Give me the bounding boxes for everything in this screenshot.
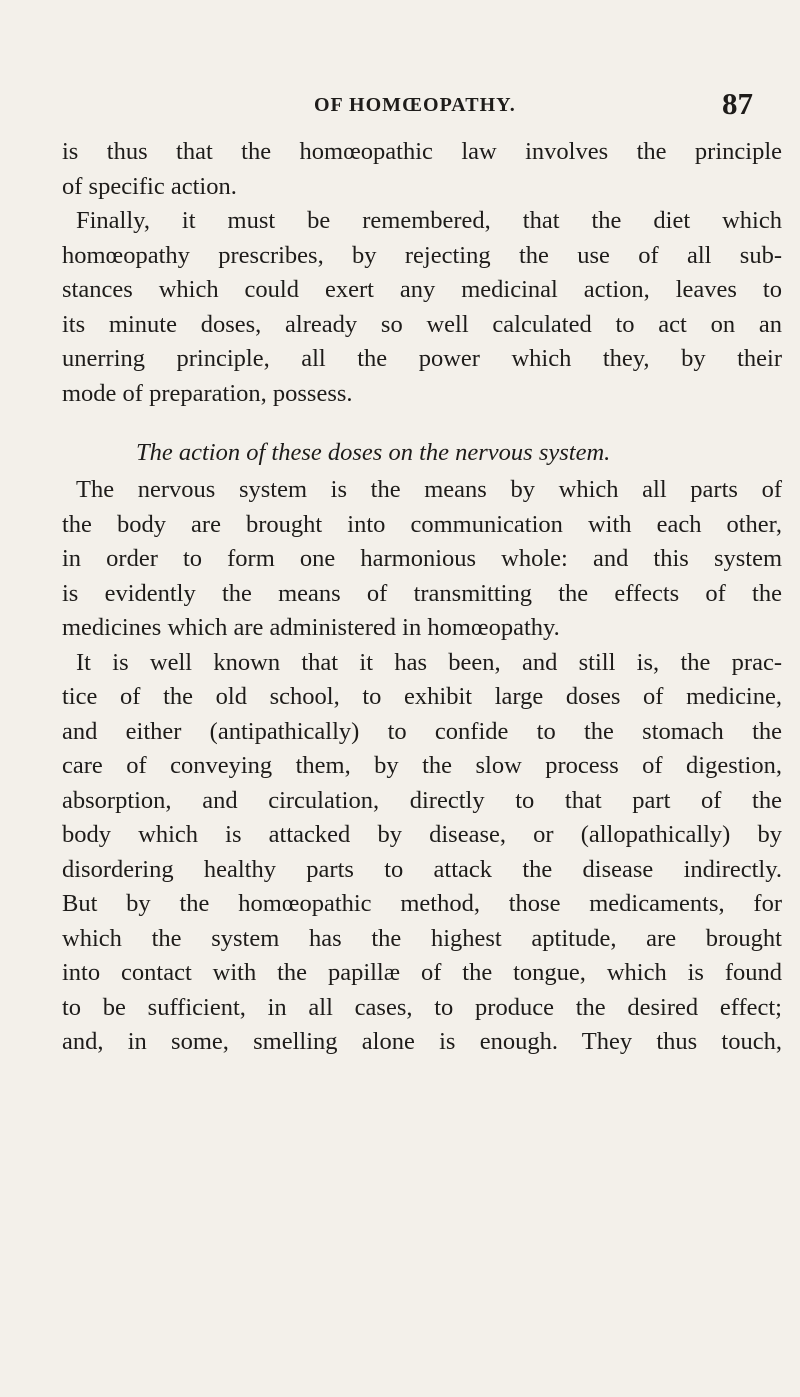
text-line: and, in some, smelling alone is enough. They thus touch, [62, 1028, 782, 1055]
text-line: is thus that the homœopathic law involves the principle [62, 138, 782, 165]
text-line: to be sufficient, in all cases, to produce the desired effect; [62, 993, 782, 1021]
text-line: into contact with the papillæ of the tongue, which is found [62, 959, 782, 986]
text-line: Finally, it must be remembered, that the diet which [76, 207, 782, 234]
text-line: disordering healthy parts to attack the disease indirectly. [62, 855, 782, 883]
text-line: mode of preparation, possess. [62, 379, 353, 407]
text-line: tice of the old school, to exhibit large doses of medicine, [62, 683, 782, 710]
text-line: is evidently the means of transmitting the effects of the [62, 579, 782, 607]
text-line: its minute doses, already so well calculated to act on an [62, 310, 782, 338]
page-header [314, 88, 780, 128]
text-line: the body are brought into communication with each other, [62, 510, 782, 538]
section-heading: The action of these doses on the nervous system. [136, 439, 611, 466]
text-line: in order to form one harmonious whole: and this system [62, 545, 782, 572]
text-line: of specific action. [62, 172, 237, 200]
running-title: OF HOMŒOPATHY. [314, 94, 516, 116]
text-line: and either (antipathically) to confide to the stomach the [62, 717, 782, 745]
text-line: But by the homœopathic method, those medicaments, for [62, 890, 782, 917]
text-line: unerring principle, all the power which they, by their [62, 345, 782, 372]
text-line: which the system has the highest aptitude, are brought [62, 924, 782, 952]
text-line: The nervous system is the means by which all parts of [76, 476, 782, 503]
text-line: medicines which are administered in homœopathy. [62, 614, 560, 641]
text-line: It is well known that it has been, and still is, the prac- [76, 648, 782, 676]
body-text [62, 135, 782, 1060]
page-number: 87 [722, 86, 753, 121]
text-line: body which is attacked by disease, or (allopathically) by [62, 821, 782, 848]
text-line: stances which could exert any medicinal action, leaves to [62, 276, 782, 303]
text-line: absorption, and circulation, directly to that part of the [62, 786, 782, 814]
text-line: homœopathy prescribes, by rejecting the use of all sub- [62, 241, 782, 269]
text-line: care of conveying them, by the slow process of digestion, [62, 752, 782, 779]
